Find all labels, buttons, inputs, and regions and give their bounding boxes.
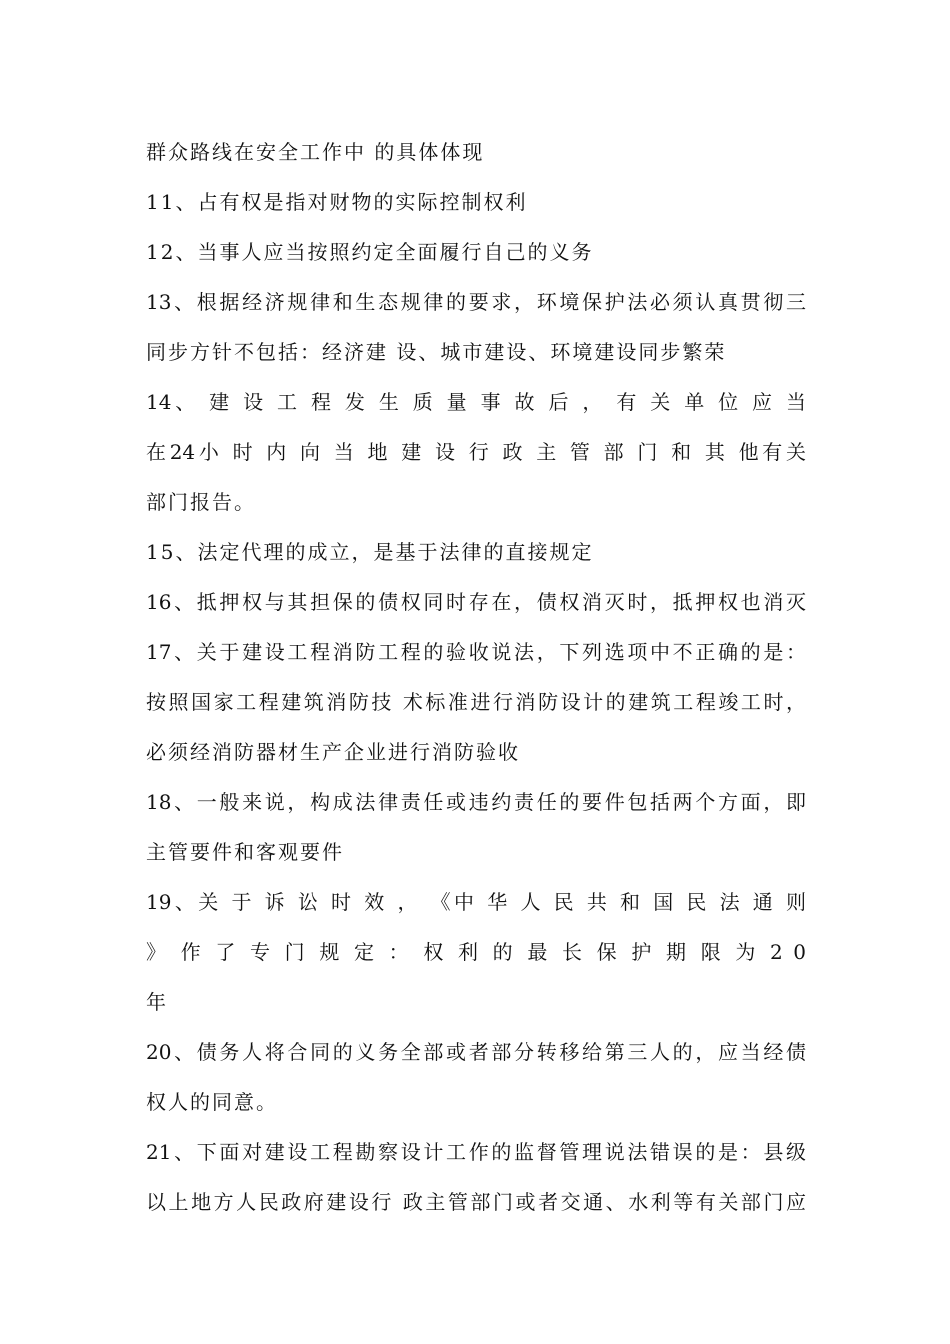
text-line: 20、债务人将合同的义务全部或者部分转移给第三人的，应当经债: [146, 1040, 806, 1064]
text-line: 同步方针不包括：经济建 设、城市建设、环境建设同步繁荣: [146, 340, 727, 364]
text-line: 13、根据经济规律和生态规律的要求，环境保护法必须认真贯彻三: [146, 290, 806, 314]
text-line: 按照国家工程建筑消防技 术标准进行消防设计的建筑工程竣工时，: [146, 690, 806, 714]
text-line: 12、当事人应当按照约定全面履行自己的义务: [146, 240, 594, 264]
text-line: 以上地方人民政府建设行 政主管部门或者交通、水利等有关部门应: [146, 1190, 806, 1214]
text-line: 15、法定代理的成立，是基于法律的直接规定: [146, 540, 594, 564]
text-line: 16、抵押权与其担保的债权同时存在，债权消灭时，抵押权也消灭: [146, 590, 806, 614]
text-line: 群众路线在安全工作中 的具体体现: [146, 140, 485, 164]
text-line: 年: [146, 990, 168, 1014]
text-line: 主管要件和客观要件: [146, 840, 344, 864]
text-line: 11、占有权是指对财物的实际控制权利: [146, 190, 528, 214]
text-line: 17、关于建设工程消防工程的验收说法，下列选项中不正确的是：: [146, 640, 806, 664]
text-line: 部门报告。: [146, 490, 256, 514]
text-line: 》 作 了 专 门 规 定 ： 权 利 的 最 长 保 护 期 限 为 2 0: [146, 940, 806, 964]
text-line: 在24小 时 内 向 当 地 建 设 行 政 主 管 部 门 和 其 他有关: [146, 440, 806, 464]
text-line: 权人的同意。: [146, 1090, 278, 1114]
text-line: 必须经消防器材生产企业进行消防验收: [146, 740, 520, 764]
text-line: 19、关 于 诉 讼 时 效 ， 《中 华 人 民 共 和 国 民 法 通 则: [146, 890, 806, 914]
text-line: 14、 建 设 工 程 发 生 质 量 事 故 后 ， 有 关 单 位 应 当: [146, 390, 806, 414]
text-line: 18、一般来说，构成法律责任或违约责任的要件包括两个方面，即: [146, 790, 806, 814]
text-line: 21、下面对建设工程勘察设计工作的监督管理说法错误的是：县级: [146, 1140, 806, 1164]
